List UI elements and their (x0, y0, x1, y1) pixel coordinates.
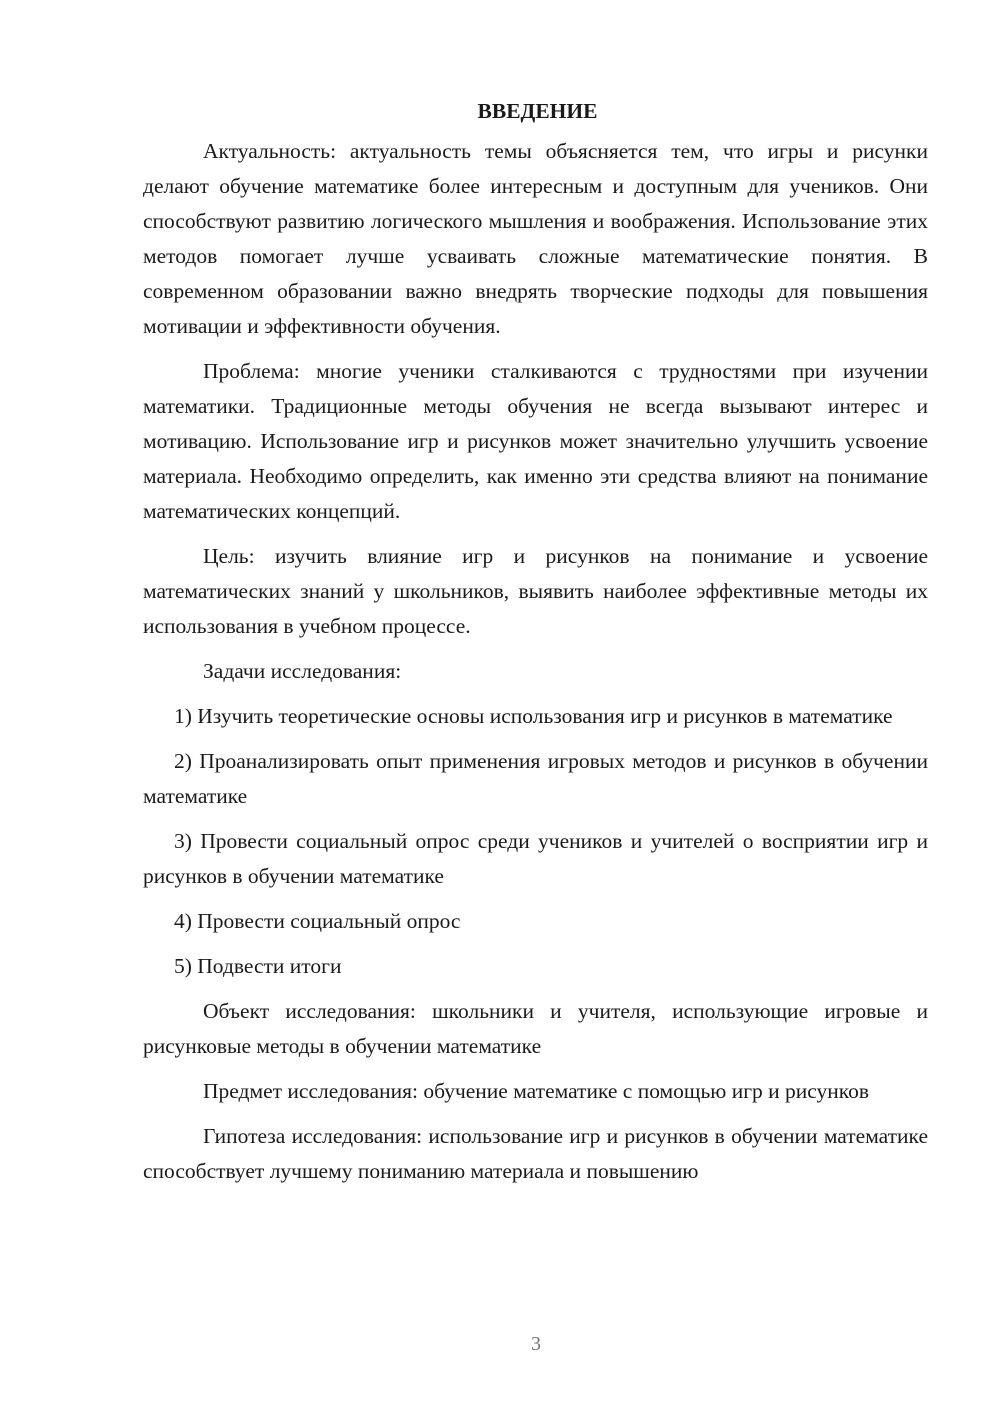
goal-paragraph: Цель: изучить влияние игр и рисунков на понимание и усвоение математических знаний у школьников, выявить наиболее эффективные методы их использования в учебном процессе. (143, 544, 928, 638)
subject-paragraph: Предмет исследования: обучение математике с помощью игр и рисунков (203, 1079, 870, 1103)
section-title: ВВЕДЕНИЕ (477, 99, 598, 123)
relevance-paragraph: Актуальность: актуальность темы объясняется тем, что игры и рисунки делают обучение математике более интересным и доступным для учеников. Они способствуют развитию логического мышления и воображения. Использование этих методов помогает лучше усваивать сложные математические понятия. В современном образовании важно внедрять творческие подходы для повышения мотивации и эффективности обучения. (143, 139, 928, 338)
task-item-1: 1) Изучить теоретические основы использования игр и рисунков в математике (174, 704, 893, 728)
task-item-3: 3) Провести социальный опрос среди учеников и учителей о восприятии игр и рисунков в обучении математике (143, 829, 928, 888)
task-item-2: 2) Проанализировать опыт применения игровых методов и рисунков в обучении математике (143, 749, 928, 808)
hypothesis-paragraph: Гипотеза исследования: использование игр и рисунков в обучении математике способствует лучшему пониманию материала и повышению (143, 1124, 928, 1183)
task-item-4: 4) Провести социальный опрос (174, 909, 461, 933)
task-item-5: 5) Подвести итоги (174, 954, 342, 978)
page-content (143, 96, 928, 1199)
page-number: 3 (531, 1333, 541, 1355)
tasks-heading: Задачи исследования: (203, 659, 402, 683)
object-paragraph: Объект исследования: школьники и учителя, использующие игровые и рисунковые методы в обучении математике (143, 999, 928, 1058)
problem-paragraph: Проблема: многие ученики сталкиваются с трудностями при изучении математики. Традиционные методы обучения не всегда вызывают интерес и мотивацию. Использование игр и рисунков может значительно улучшить усвоение материала. Необходимо определить, как именно эти средства влияют на понимание математических концепций. (143, 359, 928, 523)
